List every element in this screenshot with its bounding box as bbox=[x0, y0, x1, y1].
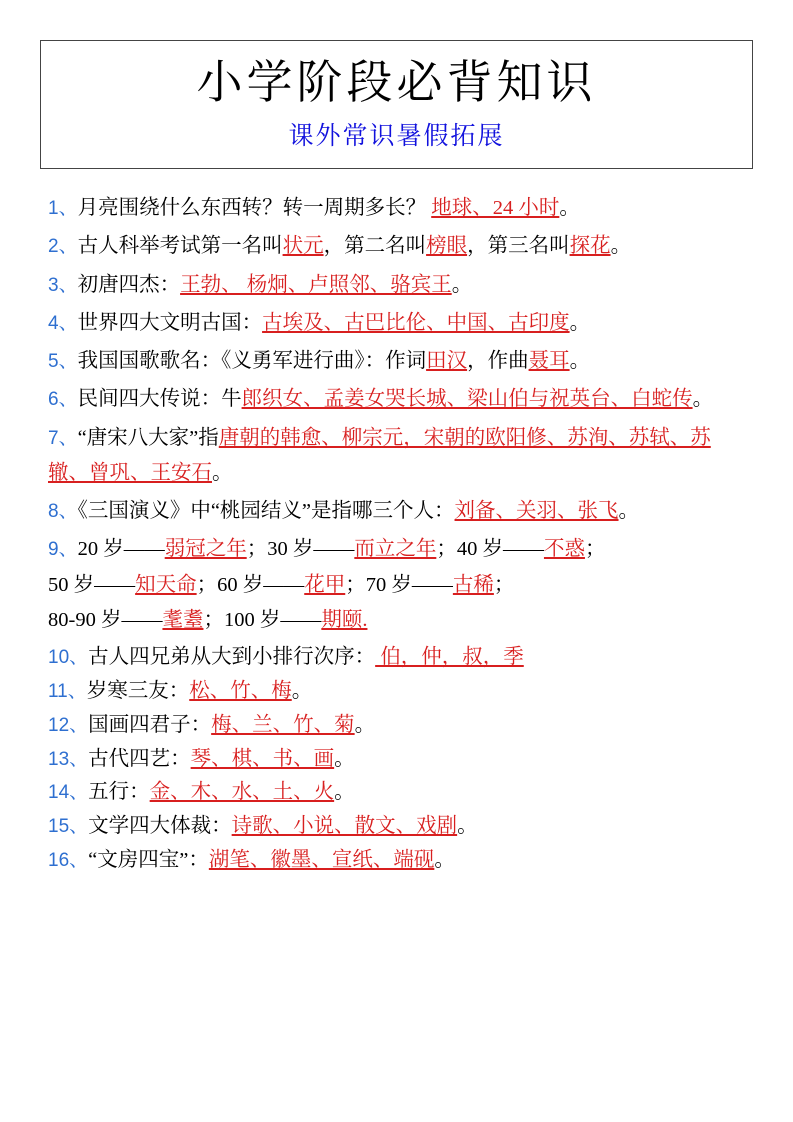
question-text: 80-90 岁—— bbox=[48, 608, 163, 631]
answer-text: 花甲 bbox=[304, 573, 346, 596]
question-text: 。 bbox=[212, 461, 233, 484]
list-item-number: 9、 bbox=[48, 539, 78, 561]
list-item-number: 12、 bbox=[48, 714, 89, 736]
list-item bbox=[48, 532, 747, 638]
list-item bbox=[48, 344, 747, 379]
answer-text: 琴、棋、书、画 bbox=[190, 747, 335, 770]
question-text: 我国国歌歌名：《义勇军进行曲》：作词 bbox=[77, 350, 427, 373]
question-text: 。 bbox=[569, 350, 591, 373]
list-item bbox=[48, 709, 747, 742]
list-item bbox=[48, 743, 747, 776]
list-item-number: 10、 bbox=[48, 647, 89, 669]
list-item bbox=[48, 306, 747, 341]
answer-text: 地球、24 小时 bbox=[431, 197, 560, 220]
question-text: 20 岁—— bbox=[77, 538, 165, 561]
question-text: ，作曲 bbox=[467, 350, 529, 373]
question-text: 。 bbox=[334, 781, 355, 804]
question-text: ；70 岁—— bbox=[345, 573, 453, 596]
page-subtitle: 课外常识暑假拓展 bbox=[288, 123, 505, 151]
question-text: ；30 岁—— bbox=[246, 538, 355, 561]
question-text: 。 bbox=[618, 500, 640, 523]
question-text: 。 bbox=[434, 848, 455, 871]
answer-text: 刘备、关羽、张飞 bbox=[454, 500, 619, 523]
list-item bbox=[48, 844, 747, 877]
question-text: 古人科举考试第一名叫 bbox=[77, 235, 283, 258]
answer-text: 状元 bbox=[282, 235, 324, 258]
answer-text: 唐朝的韩愈、柳宗元，宋朝的欧阳修、苏洵、苏轼、苏辙、曾巩、王安石 bbox=[48, 426, 711, 484]
question-text: 初唐四杰： bbox=[77, 273, 181, 296]
list-item bbox=[48, 421, 747, 492]
list-item bbox=[48, 268, 747, 303]
list-item bbox=[48, 229, 747, 264]
question-text: 月亮围绕什么东西转？转一周期多长？ bbox=[77, 197, 427, 220]
question-text: ； bbox=[493, 573, 515, 596]
question-text: 五行： bbox=[88, 781, 150, 804]
answer-text: 古稀 bbox=[452, 573, 494, 596]
question-text: 。 bbox=[451, 273, 473, 296]
question-text: 世界四大文明古国： bbox=[77, 311, 263, 334]
list-item bbox=[48, 776, 747, 809]
question-text: 文学四大体裁： bbox=[88, 815, 232, 838]
list-item-number: 1、 bbox=[48, 198, 78, 220]
question-text: 。 bbox=[692, 388, 714, 411]
answer-text: 金、木、水、土、火 bbox=[149, 781, 335, 804]
answer-text: 古埃及、古巴比伦、中国、古印度 bbox=[262, 311, 570, 334]
question-text: 。 bbox=[354, 713, 376, 736]
question-text: 50 岁—— bbox=[48, 573, 136, 596]
question-text: “唐宋八大家”指 bbox=[77, 426, 219, 449]
answer-text: 而立之年 bbox=[354, 538, 437, 561]
list-item bbox=[48, 382, 747, 417]
list-item bbox=[48, 675, 747, 708]
list-item-number: 5、 bbox=[48, 351, 78, 373]
answer-text: 耄耋 bbox=[162, 608, 204, 631]
list-item-number: 14、 bbox=[48, 782, 89, 804]
question-text: 。 bbox=[569, 311, 591, 334]
answer-text: 伯，仲，叔，季 bbox=[375, 646, 524, 669]
question-text: 岁寒三友： bbox=[86, 679, 190, 702]
question-text: ；60 岁—— bbox=[196, 573, 305, 596]
question-text: 。 bbox=[610, 235, 632, 258]
question-text: 民间四大传说：牛 bbox=[77, 388, 242, 411]
answer-text: 田汉 bbox=[426, 350, 468, 373]
answer-text: 榜眼 bbox=[426, 235, 468, 258]
answer-text: 探花 bbox=[569, 235, 611, 258]
question-text: 。 bbox=[457, 815, 478, 838]
list-item-number: 13、 bbox=[48, 748, 89, 770]
answer-text: 王勃、 杨炯、卢照邻、骆宾王 bbox=[180, 273, 452, 296]
answer-text: 湖笔、徽墨、宣纸、端砚 bbox=[208, 848, 435, 871]
page-title: 小学阶段必背知识 bbox=[196, 57, 597, 108]
list-item bbox=[48, 494, 747, 529]
list-item-number: 6、 bbox=[48, 389, 78, 411]
answer-text: 知天命 bbox=[135, 573, 197, 596]
knowledge-list bbox=[40, 187, 753, 877]
list-item-number: 7、 bbox=[48, 427, 78, 449]
answer-text: 聂耳 bbox=[528, 350, 570, 373]
question-text: ，第二名叫 bbox=[323, 235, 427, 258]
list-item-number: 11、 bbox=[48, 680, 87, 702]
question-text: “文房四宝”： bbox=[88, 848, 209, 871]
answer-text: 不惑 bbox=[543, 538, 585, 561]
list-item-number: 2、 bbox=[48, 236, 78, 258]
question-text: 国画四君子： bbox=[88, 713, 212, 736]
question-text: 古代四艺： bbox=[88, 747, 191, 770]
list-item-number: 4、 bbox=[48, 312, 78, 334]
list-item bbox=[48, 810, 747, 843]
answer-text: 诗歌、小说、散文、戏剧 bbox=[231, 815, 458, 838]
list-item-number: 8、 bbox=[48, 501, 78, 523]
list-item-number: 3、 bbox=[48, 274, 78, 296]
list-item-number: 16、 bbox=[48, 849, 89, 871]
list-item bbox=[48, 641, 747, 674]
answer-text: 梅、兰、竹、菊 bbox=[211, 713, 355, 736]
answer-text: 期颐. bbox=[321, 608, 368, 631]
answer-text: 松、竹、梅 bbox=[189, 679, 292, 702]
question-text: ； bbox=[584, 538, 606, 561]
list-item bbox=[48, 191, 747, 226]
question-text: ，第三名叫 bbox=[467, 235, 570, 258]
question-text: ；100 岁—— bbox=[203, 608, 322, 631]
question-text: 。 bbox=[291, 679, 313, 702]
answer-text: 弱冠之年 bbox=[164, 538, 247, 561]
question-text: 。 bbox=[559, 197, 580, 220]
question-text: 《三国演义》中“桃园结义”是指哪三个人： bbox=[77, 500, 455, 523]
list-item-number: 15、 bbox=[48, 816, 89, 838]
title-box bbox=[40, 40, 753, 169]
question-text: ；40 岁—— bbox=[436, 538, 544, 561]
question-text: 。 bbox=[334, 747, 355, 770]
question-text: 古人四兄弟从大到小排行次序： bbox=[88, 646, 376, 669]
answer-text: 郎织女、孟姜女哭长城、梁山伯与祝英台、白蛇传 bbox=[241, 388, 693, 411]
